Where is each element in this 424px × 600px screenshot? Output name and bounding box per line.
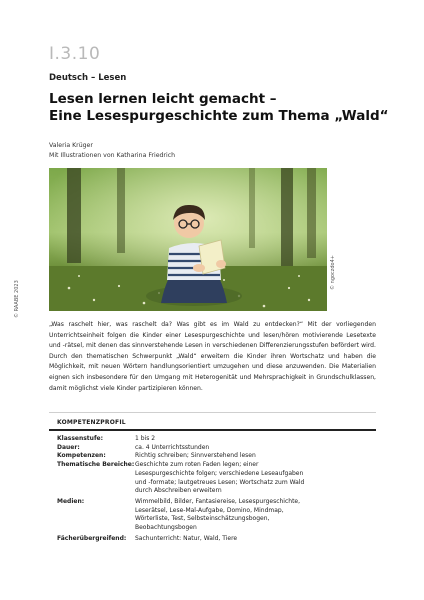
profile-row [57, 498, 372, 533]
profile-label: Thematische Bereiche: [57, 461, 135, 469]
title-line-1: Lesen lernen leicht gemacht – [49, 91, 277, 107]
unit-code: I.3.10 [49, 44, 101, 64]
profile-row [57, 435, 372, 444]
page-title [49, 91, 389, 125]
competence-profile [49, 412, 376, 542]
photo-child-reading-icon [49, 168, 327, 311]
profile-divider [49, 429, 376, 431]
author-name: Valeria Krüger [49, 142, 93, 149]
profile-label: Dauer: [57, 443, 80, 451]
profile-label: Fächerübergreifend: [57, 534, 127, 542]
illustrator-line: Mit Illustrationen von Katharina Friedrich [49, 152, 176, 159]
profile-rows [57, 435, 372, 543]
profile-value: ca. 4 Unterrichtsstunden [135, 443, 210, 451]
profile-row [57, 461, 372, 496]
profile-row [57, 444, 372, 453]
profile-value: Richtig schreiben; Sinnverstehend lesen [135, 452, 256, 460]
cover-photo [49, 168, 327, 311]
profile-value: Sachunterricht: Natur, Wald, Tiere [135, 534, 238, 542]
profile-label: Medien: [57, 497, 85, 505]
profile-value: Wimmelbild, Bilder, Fantasiereise, Lesespurgeschichte, Leserätsel, Lese-Mal-Aufgabe, Domino, Mindmap, Wörterliste, Test, Selbsteinschätzungsbogen, Beobachtungsbogen [135, 497, 301, 532]
profile-value: 1 bis 2 [135, 435, 156, 442]
profile-row [57, 535, 372, 544]
title-line-2: Eine Lesespurgeschichte zum Thema „Wald“ [49, 108, 389, 124]
profile-label: Klassenstufe: [57, 435, 104, 442]
author-block [49, 141, 175, 161]
profile-value: Geschichte zum roten Faden legen; einer Lesespurgeschichte folgen; verschiedene Leseaufgaben und -formate; lautgetreues Lesen; Wortschatz zum Wald durch Abschreiben erweitern [135, 461, 305, 495]
profile-label: Kompetenzen: [57, 452, 106, 460]
copyright-note: © RAABE 2023 [14, 280, 20, 318]
subject-label: Deutsch – Lesen [49, 73, 127, 83]
photo-credit: © ngoczdo4+ [330, 255, 336, 290]
profile-row [57, 452, 372, 461]
profile-heading: KOMPETENZPROFIL [57, 419, 126, 426]
intro-paragraph: „Was raschelt hier, was raschelt da? Was gibt es im Wald zu entdecken?“ Mit der vorliegenden Unterrichtseinheit folgen die Kinder einer Lesespurgeschichte und lesen/hören motivierende Lesetexte und -rätsel, mit denen das sinnverstehende Lesen in verschiedenen Differenzierungsstufen befördert wird. Durch den thematischen Schwerpunkt „Wald“ erweitern die Kinder ihren Wortschatz und haben die Möglichkeit, mit neuen Wörtern handlungsorientiert umzugehen und diese anzuwenden. Die Materialien eignen sich insbesondere für den Umgang mit Heterogenität und Mehrsprachigkeit in Grundschulklassen, damit möglichst viele Kinder partizipieren können. [49, 321, 376, 392]
